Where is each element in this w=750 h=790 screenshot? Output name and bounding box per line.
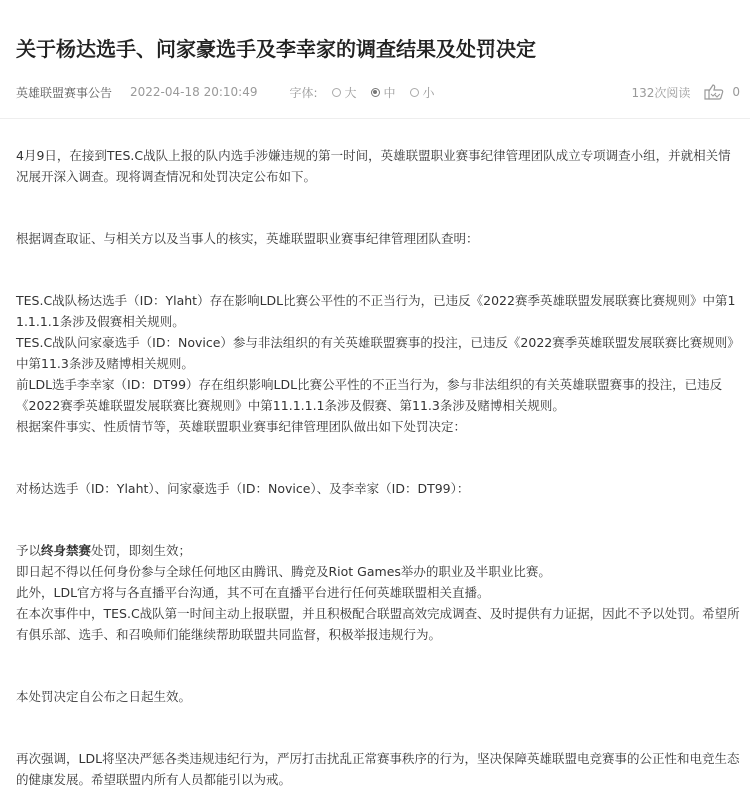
radio-small-icon [410, 88, 419, 97]
paragraph-subjects: 对杨达选手（ID：Ylaht）、问家豪选手（ID：Novice）、及李幸家（ID：DT99）： [16, 481, 470, 496]
paragraph-finding-novice: TES.C战队问家豪选手（ID：Novice）参与非法组织的有关英雄联盟赛事的投注，已违反《2022赛季英雄联盟发展联赛比赛规则》中第11.3条涉及赌博相关规则。 [16, 335, 740, 371]
article-datetime: 2022-04-18 20:10:49 [130, 85, 258, 99]
paragraph-penalty-scope: 即日起不得以任何身份参与全球任何地区由腾讯、腾竞及Riot Games举办的职业及半职业比赛。 [16, 564, 551, 579]
font-size-option-medium[interactable] [371, 84, 396, 101]
article-source[interactable]: 英雄联盟赛事公告 [16, 85, 113, 100]
radio-large-icon [332, 88, 341, 97]
paragraph-decision-intro: 根据案件事实、性质情节等，英雄联盟职业赛事纪律管理团队做出如下处罚决定： [16, 419, 467, 434]
penalty-lifetime-ban: 终身禁赛 [41, 543, 92, 558]
read-count: 132次阅读 [631, 85, 691, 100]
font-size-option-medium-label: 中 [383, 85, 396, 100]
paragraph-closing: 再次强调，LDL将坚决严惩各类违规违纪行为，严厉打击扰乱正常赛事秩序的行为，坚决保障英雄联盟电竞赛事的公正性和电竞生态的健康发展。希望联盟内所有人员都能引以为戒。 [16, 751, 740, 787]
paragraph-finding-dt99: 前LDL选手李幸家（ID：DT99）存在组织影响LDL比赛公平性的不正当行为，参与非法组织的有关英雄联盟赛事的投注，已违反《2022赛季英雄联盟发展联赛比赛规则》中第11.1.1.1条涉及假赛、第11.3条涉及赌博相关规则。 [16, 377, 723, 413]
article-body [16, 145, 742, 790]
paragraph-intro: 4月9日，在接到TES.C战队上报的队内选手涉嫌违规的第一时间，英雄联盟职业赛事纪律管理团队成立专项调查小组，并就相关情况展开深入调查。现将调查情况和处罚决定公布如下。 [16, 148, 731, 184]
article-meta [16, 82, 740, 102]
paragraph-streaming-ban: 此外，LDL官方将与各直播平台沟通，其不可在直播平台进行任何英雄联盟相关直播。 [16, 585, 490, 600]
paragraph-team-exemption: 在本次事件中，TES.C战队第一时间主动上报联盟，并且积极配合联盟高效完成调查、及时提供有力证据，因此不予以处罚。希望所有俱乐部、选手、和召唤师们能继续帮助联盟共同监督，积极举报违规行为。 [16, 606, 740, 642]
like-icon [704, 84, 724, 100]
font-size-option-small[interactable] [410, 84, 435, 101]
paragraph-finding-ylaht: TES.C战队杨达选手（ID：Ylaht）存在影响LDL比赛公平性的不正当行为，已违反《2022赛季英雄联盟发展联赛比赛规则》中第11.1.1.1条涉及假赛相关规则。 [16, 293, 736, 329]
paragraph-findings-intro: 根据调查取证、与相关方以及当事人的核实，英雄联盟职业赛事纪律管理团队查明： [16, 231, 479, 246]
like-button[interactable] [704, 84, 740, 100]
font-size-option-small-label: 小 [422, 85, 435, 100]
like-count: 0 [732, 85, 740, 99]
article-title: 关于杨达选手、问家豪选手及李幸家的调查结果及处罚决定 [16, 37, 536, 61]
paragraph-penalty: 予以终身禁赛处罚，即刻生效； [16, 543, 192, 558]
header-divider [0, 118, 750, 119]
radio-medium-selected-icon [371, 88, 380, 97]
font-size-option-large[interactable] [332, 84, 357, 101]
paragraph-effective: 本处罚决定自公布之日起生效。 [16, 689, 192, 704]
font-size-option-large-label: 大 [344, 85, 357, 100]
font-size-label: 字体: [289, 85, 318, 100]
